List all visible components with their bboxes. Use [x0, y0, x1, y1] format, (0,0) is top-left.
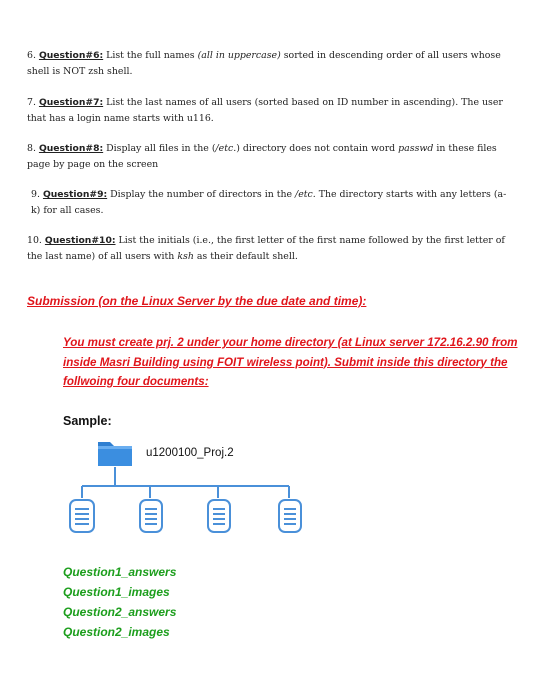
- document-icon: [279, 500, 301, 532]
- submission-instructions: You must create prj. 2 under your home directory (at Linux server 172.16.2.90 from inside Masri Building using FOIT wireless point). Submit inside this directory the follwoing four documents:: [63, 336, 518, 388]
- document-list: [63, 562, 176, 642]
- question-text: List the initials (i.e., the first letter of the first name followed by the first letter of the last name) of all users with: [27, 235, 505, 262]
- question-number: 7.: [27, 97, 36, 108]
- question-text: in these files page by page on the screen: [27, 143, 497, 170]
- question-emphasis: /etc.: [215, 143, 237, 154]
- document-icon: [70, 500, 94, 532]
- list-item: Question2_answers: [63, 605, 177, 619]
- question-10: [27, 233, 507, 264]
- submission-heading: Submission (on the Linux Server by the due date and time):: [27, 294, 367, 308]
- folder-icon: [98, 442, 132, 466]
- question-title: Question#7:: [38, 97, 104, 108]
- question-8: [27, 141, 507, 172]
- question-number: 6.: [27, 50, 36, 61]
- question-9: [31, 187, 511, 218]
- question-title: Question#9:: [42, 189, 108, 200]
- question-text: as their default shell.: [193, 250, 298, 262]
- question-text: . The directory starts with any letters (a-k) for all cases.: [31, 189, 507, 216]
- list-item: Question1_answers: [63, 565, 177, 579]
- question-title: Question#8:: [38, 143, 104, 154]
- folder-tree-diagram: [68, 436, 308, 546]
- question-text: ) directory does not contain word: [236, 143, 399, 154]
- question-text: Display the number of directors in the: [107, 189, 296, 200]
- question-number: 10.: [27, 235, 42, 246]
- document-icon: [208, 500, 230, 532]
- question-text: Display all files in the (: [103, 143, 216, 154]
- list-item: Question2_images: [63, 625, 170, 639]
- question-7: [27, 95, 507, 126]
- question-title: Question#10:: [44, 235, 116, 246]
- question-emphasis: ksh: [177, 250, 194, 262]
- tree-connectors: [82, 467, 289, 498]
- question-text: sorted in descending order of all users whose shell is NOT zsh shell.: [27, 50, 501, 77]
- folder-name: u1200100_Proj.2: [146, 447, 234, 459]
- question-emphasis: (all in uppercase): [197, 50, 281, 61]
- question-emphasis: /etc: [295, 189, 313, 200]
- question-title: Question#6:: [38, 50, 104, 61]
- question-6: [27, 48, 507, 79]
- question-number: 9.: [31, 189, 40, 200]
- question-number: 8.: [27, 143, 36, 154]
- document-icon: [140, 500, 162, 532]
- sample-label: Sample:: [63, 414, 112, 428]
- list-item: Question1_images: [63, 585, 170, 599]
- question-emphasis: passwd: [398, 143, 434, 154]
- question-text: List the full names: [103, 50, 198, 61]
- question-text: List the last names of all users (sorted based on ID number in ascending). The user that has a login name starts with u116.: [27, 97, 503, 124]
